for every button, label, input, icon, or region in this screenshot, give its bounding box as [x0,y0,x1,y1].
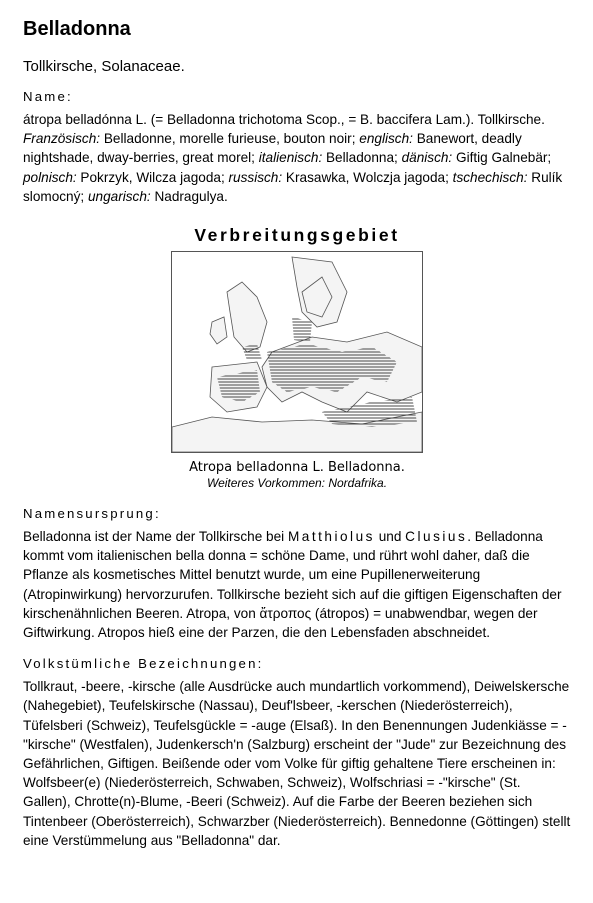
folk-names-heading: Volkstümliche Bezeichnungen: [23,656,264,672]
names-en: Banewort, deadly nightshade, dway-berries, great morel; [23,131,522,166]
origin-text-1: Belladonna ist der Name der Tollkirsche bei [23,529,288,545]
origin-text-3: . Belladonna kommt vom italienischen bella donna = schöne Dame, und rührt wohl daher, daß die Pflanze als kosmetisches Mittel benutzt wurde, um eine Pupillenerweiterung (Atropinwirkung) hervorzurufen. Tollkirsche bezieht sich auf die giftigen Eigenschaften der kirschenähnlichen Beeren. Atropa, von ἄτροπος (átropos) = unabwendbar, wegen der Giftwirkung. Atropos hieß eine der Parzen, die den Lebensfaden abschneidet. [23,529,562,641]
lang-label-pl: polnisch: [23,169,77,185]
distribution-figure [23,225,571,491]
origin-paragraph [23,527,571,642]
names-ru: Krasawka, Wolczja jagoda; [282,169,453,185]
lang-label-cs: tschechisch: [452,169,528,185]
name-heading: Name: [23,89,73,104]
author-name-clusius: Clusius [405,529,468,545]
names-cs: Rulík slomocný; [23,169,563,204]
author-name-matthiolus: Matthiolus [287,529,375,545]
lang-label-it: italienisch: [258,150,323,166]
origin-text-2: und [374,529,406,545]
lang-label-hu: ungarisch: [87,188,151,204]
figure-title: Verbreitungsgebiet [194,225,400,246]
lang-label-ru: russisch: [228,169,283,185]
lang-label-en: englisch: [359,131,413,147]
figure-caption-secondary: Weiteres Vorkommen: Nordafrika. [206,476,388,491]
names-da: Giftig Galnebär; [452,150,552,166]
figure-caption: Atropa belladonna L. Belladonna. [189,460,405,476]
name-paragraph [23,110,571,206]
page-title: Belladonna [23,18,131,40]
botanical-name: átropa belladónna L. (= Belladonna trichotoma Scop., = B. baccifera Lam.). Tollkirsche. [23,112,545,127]
folk-names-paragraph: Tollkraut, -beere, -kirsche (alle Ausdrücke auch mundartlich vorkommend), Deiwelskersche (Nahegebiet), Teufelskirsche (Nassau), Deuf'lsbeer, -kerschen (Niederösterreich), Tüfelsberi (Schweiz), Teufelsgückle = -auge (Elsaß). In den Benennungen Judenkiässe = -"kirsche" (Westfalen), Judenkersch'n (Salzburg) erscheint der "Jude" zur Bezeichnung des Gefährlichen, Giftigen. Beißende oder vom Volke für giftig gehaltene Tiere erscheinen in: Wolfsbeer(e) (Niederösterreich, Schwaben, Schweiz), Wolfschriasi = -"kirsche" (St. Gallen), Chrotte(n)-Blume, -Beeri (Schweiz). Auf die Farbe der Beeren beziehen sich Tintenbeer (Oberösterreich), Schwarzber (Niederösterreich). Bennedonne (Göttingen) stellt eine Verstümmelung aus "Belladonna" dar. [23,679,571,848]
page-subtitle: Tollkirsche, Solanaceae. [23,58,185,75]
lang-label-da: dänisch: [401,150,453,166]
origin-heading: Namensursprung: [23,506,161,522]
names-it: Belladonna; [322,150,402,166]
names-hu: Nadragulya. [150,188,228,204]
names-pl: Pokrzyk, Wilcza jagoda; [76,169,229,185]
distribution-map [171,251,423,453]
lang-label-fr: Französisch: [23,131,101,147]
document-page [23,16,571,850]
names-fr: Belladonne, morelle furieuse, bouton noir; [100,131,360,147]
